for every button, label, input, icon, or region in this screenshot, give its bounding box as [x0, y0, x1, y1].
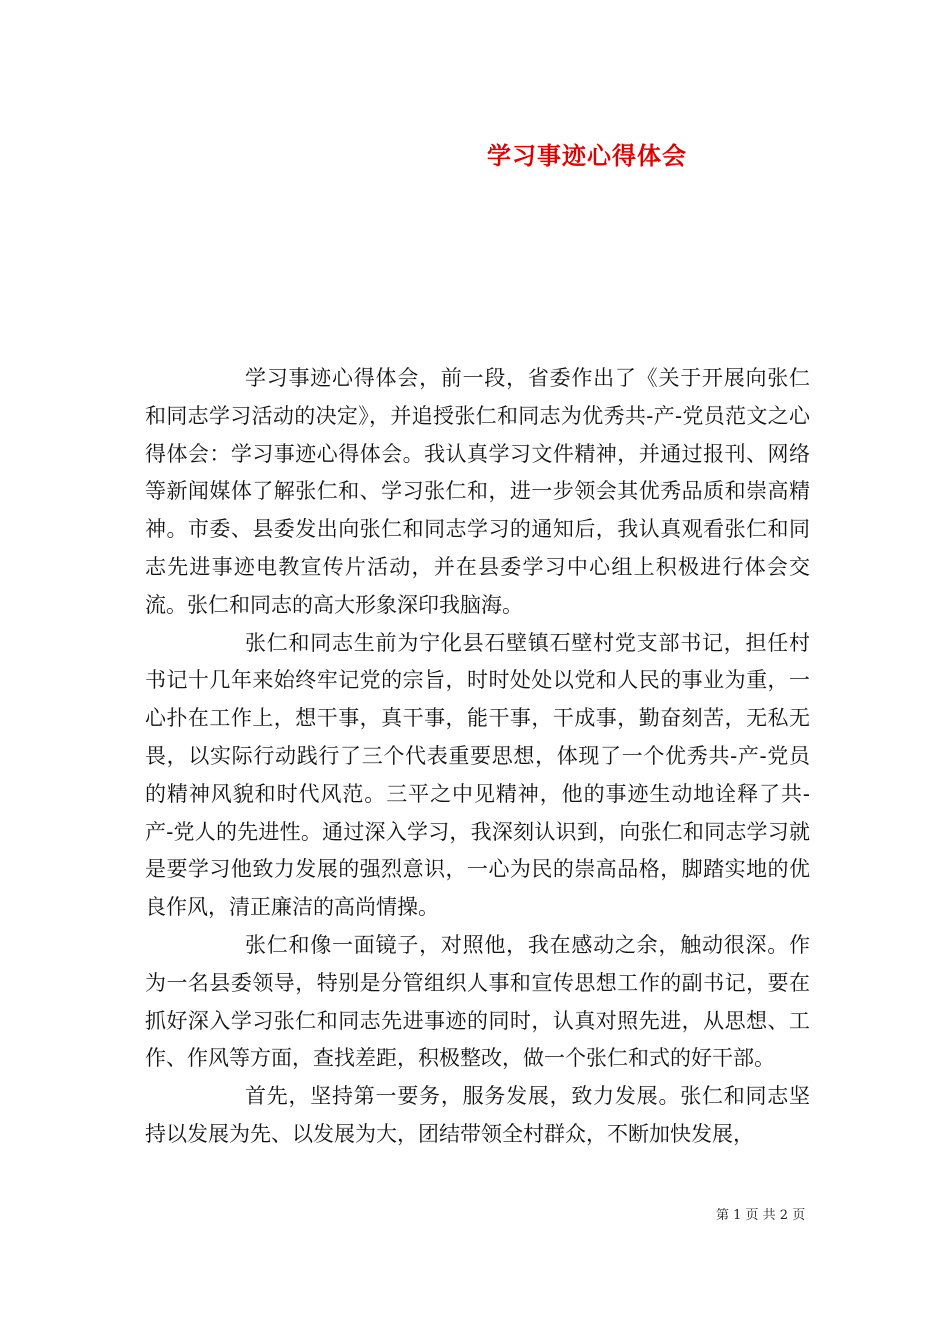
- document-body: [145, 360, 810, 1154]
- paragraph-4: 首先，坚持第一要务，服务发展，致力发展。张仁和同志坚持以发展为先、以发展为大，团结带领全村群众，不断加快发展，: [145, 1084, 810, 1146]
- paragraph-1: 学习事迹心得体会，前一段，省委作出了《关于开展向张仁和同志学习活动的决定》，并追授张仁和同志为优秀共-产-党员范文之心得体会：学习事迹心得体会。我认真学习文件精神，并通过报刊、网络等新闻媒体了解张仁和、学习张仁和，进一步领会其优秀品质和崇高精神。市委、县委发出向张仁和同志学习的通知后，我认真观看张仁和同志先进事迹电教宣传片活动，并在县委学习中心组上积极进行体会交流。张仁和同志的高大形象深印我脑海。: [145, 366, 810, 617]
- page-number-footer: 第 1 页 共 2 页: [716, 1208, 806, 1223]
- paragraph-2: 张仁和同志生前为宁化县石壁镇石壁村党支部书记，担任村书记十几年来始终牢记党的宗旨，时时处处以党和人民的事业为重，一心扑在工作上，想干事，真干事，能干事，干成事，勤奋刻苦，无私无畏，以实际行动践行了三个代表重要思想，体现了一个优秀共-产-党员的精神风貌和时代风范。三平之中见精神，他的事迹生动地诠释了共-产-党人的先进性。通过深入学习，我深刻认识到，向张仁和同志学习就是要学习他致力发展的强烈意识，一心为民的崇高品格，脚踏实地的优良作风，清正廉洁的高尚情操。: [145, 630, 810, 920]
- paragraph-3: 张仁和像一面镜子，对照他，我在感动之余，触动很深。作为一名县委领导，特别是分管组织人事和宣传思想工作的副书记，要在抓好深入学习张仁和同志先进事迹的同时，认真对照先进，从思想、工作、作风等方面，查找差距，积极整改，做一个张仁和式的好干部。: [145, 932, 810, 1071]
- document-title: 学习事迹心得体会: [487, 141, 687, 170]
